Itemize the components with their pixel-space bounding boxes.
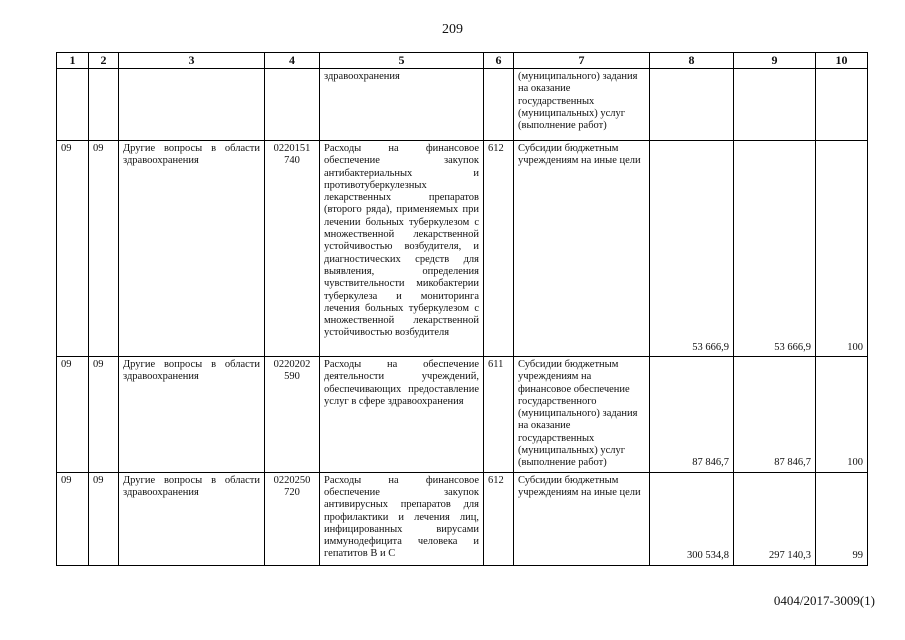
expense-type-name: Субсидии бюджетным учреждениям на иные цели bbox=[514, 472, 650, 565]
executed-amount bbox=[734, 69, 816, 141]
table-header-row bbox=[57, 53, 868, 69]
target-article-name: Расходы на финансовое обеспечение закупок антивирусных препаратов для профилактики и лечения лиц, инфицированных вирусами иммунодефицита человека и гепатитов В и С bbox=[320, 472, 484, 565]
column-header: 8 bbox=[650, 53, 734, 69]
expense-type-code: 611 bbox=[484, 357, 514, 473]
column-header: 5 bbox=[320, 53, 484, 69]
planned-amount bbox=[650, 69, 734, 141]
table-row bbox=[57, 69, 868, 141]
execution-percent: 99 bbox=[816, 472, 868, 565]
section-code: 09 bbox=[57, 357, 89, 473]
expense-type-code bbox=[484, 69, 514, 141]
target-article-name: Расходы на финансовое обеспечение закупок антибактериальных и противотуберкулезных лекарственных препаратов (второго ряда), применяемых при лечении больных туберкулезом с множественной лекарственной устойчивостью возбудителя, и диагностических средств для выявления, определения чувствительности микобактерии туберкулеза и мониторинга лечения больных туберкулезом с множественной лекарственной устойчивостью возбудителя bbox=[320, 141, 484, 357]
table-row bbox=[57, 357, 868, 473]
target-article-code: 0220202 590 bbox=[265, 357, 320, 473]
section-code bbox=[57, 69, 89, 141]
section-code: 09 bbox=[57, 472, 89, 565]
subsection-name: Другие вопросы в области здравоохранения bbox=[119, 472, 265, 565]
column-header: 3 bbox=[119, 53, 265, 69]
table-row bbox=[57, 141, 868, 357]
planned-amount: 300 534,8 bbox=[650, 472, 734, 565]
execution-percent: 100 bbox=[816, 357, 868, 473]
table-row bbox=[57, 472, 868, 565]
subsection-name: Другие вопросы в области здравоохранения bbox=[119, 141, 265, 357]
column-header: 9 bbox=[734, 53, 816, 69]
execution-percent: 100 bbox=[816, 141, 868, 357]
planned-amount: 87 846,7 bbox=[650, 357, 734, 473]
target-article-code: 0220151 740 bbox=[265, 141, 320, 357]
expense-type-name: (муниципального) задания на оказание государственных (муниципальных) услуг (выполнение работ) bbox=[514, 69, 650, 141]
subsection-code bbox=[89, 69, 119, 141]
column-header: 6 bbox=[484, 53, 514, 69]
subsection-code: 09 bbox=[89, 357, 119, 473]
subsection-code: 09 bbox=[89, 472, 119, 565]
document-code: 0404/2017-3009(1) bbox=[773, 593, 875, 608]
expense-type-code: 612 bbox=[484, 472, 514, 565]
target-article-code: 0220250 720 bbox=[265, 472, 320, 565]
column-header: 10 bbox=[816, 53, 868, 69]
column-header: 7 bbox=[514, 53, 650, 69]
target-article-name: Расходы на обеспечение деятельности учреждений, обеспечивающих предоставление услуг в сфере здравоохранения bbox=[320, 357, 484, 473]
executed-amount: 87 846,7 bbox=[734, 357, 816, 473]
executed-amount: 297 140,3 bbox=[734, 472, 816, 565]
executed-amount: 53 666,9 bbox=[734, 141, 816, 357]
planned-amount: 53 666,9 bbox=[650, 141, 734, 357]
target-article-name: здравоохранения bbox=[320, 69, 484, 141]
column-header: 1 bbox=[57, 53, 89, 69]
page-number: 209 bbox=[442, 22, 463, 37]
expense-type-code: 612 bbox=[484, 141, 514, 357]
column-header: 2 bbox=[89, 53, 119, 69]
subsection-code: 09 bbox=[89, 141, 119, 357]
budget-table bbox=[56, 52, 868, 566]
expense-type-name: Субсидии бюджетным учреждениям на финансовое обеспечение государственного (муниципального) задания на оказание государственных (муниципальных) услуг (выполнение работ) bbox=[514, 357, 650, 473]
column-header: 4 bbox=[265, 53, 320, 69]
execution-percent bbox=[816, 69, 868, 141]
subsection-name: Другие вопросы в области здравоохранения bbox=[119, 357, 265, 473]
target-article-code bbox=[265, 69, 320, 141]
expense-type-name: Субсидии бюджетным учреждениям на иные цели bbox=[514, 141, 650, 357]
section-code: 09 bbox=[57, 141, 89, 357]
subsection-name bbox=[119, 69, 265, 141]
